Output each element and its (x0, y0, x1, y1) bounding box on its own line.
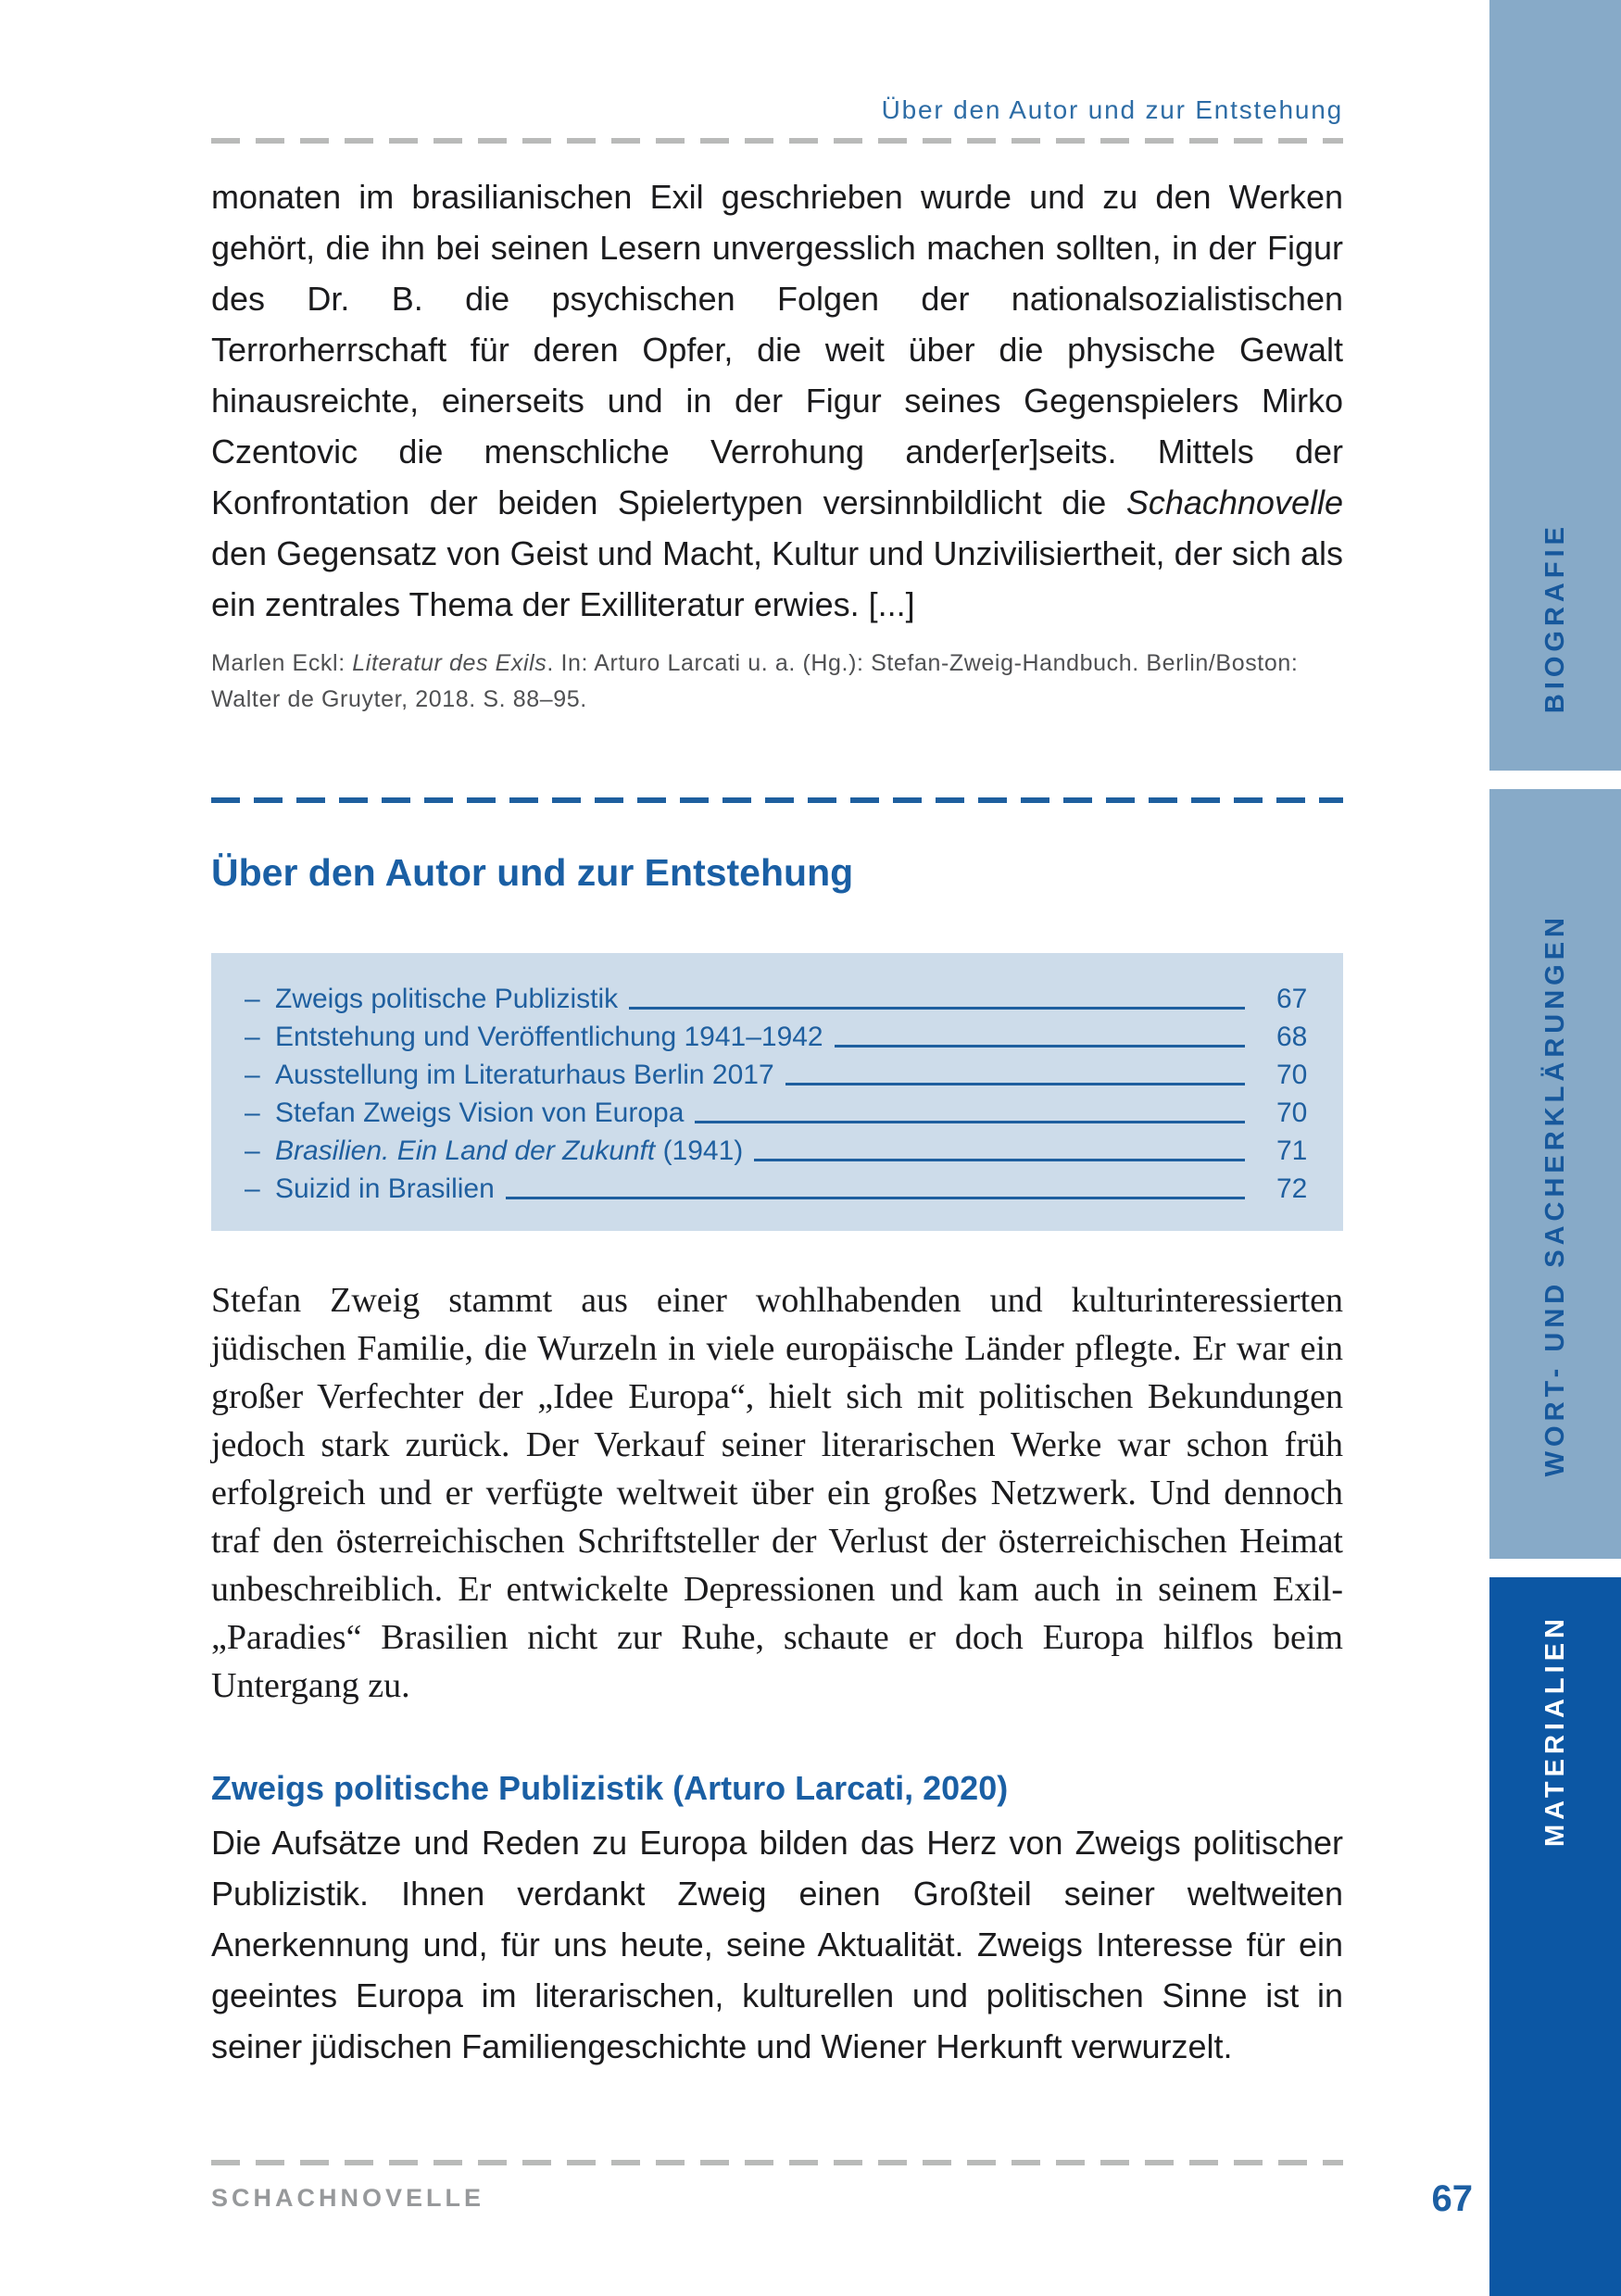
toc-leader-line (629, 1007, 1245, 1010)
toc-leader-line (835, 1045, 1245, 1048)
tab-materialien-label: MATERIALIEN (1539, 1614, 1570, 1848)
toc-page-number: 72 (1276, 1173, 1308, 1204)
tab-wort-und-sacherklaerungen (1489, 789, 1621, 1559)
running-header: Über den Autor und zur Entstehung (881, 95, 1343, 124)
body-paragraph: Stefan Zweig stammt aus einer wohlhabenden und kulturinteressierten jüdischen Familie, die Wurzeln in viele europäische Länder pflegte. Er war ein großer Verfechter der „Idee Europa“, hielt sich mit politischen Bekundungen jedoch stark zurück. Der Verkauf seiner literarischen Werke war schon früh erfolgreich und er verfügte weltweit über ein großes Netzwerk. Und dennoch traf den österreichischen Schriftsteller der Verlust der österreichischen Heimat unbeschreiblich. Er entwickelte Depressionen und kam auch in seinem Exil-„Paradies“ Brasilien nicht zur Ruhe, schaute er doch Europa hilflos beim Untergang zu. (211, 1281, 1343, 1705)
page-number: 67 (1431, 2178, 1473, 2219)
toc-page-number: 71 (1276, 1135, 1308, 1166)
toc-bullet: – (245, 1022, 260, 1052)
tab-biografie-label: BIOGRAFIE (1539, 521, 1570, 713)
footer-row (211, 2178, 1473, 2220)
toc-leader-line (754, 1159, 1245, 1161)
toc-item (211, 1132, 1343, 1170)
toc-bullet: – (245, 1060, 260, 1090)
subsection-title: Zweigs politische Publizistik (Arturo Larcati, 2020) (211, 1769, 1009, 1807)
toc-item (211, 1056, 1343, 1094)
header-divider-dashed (211, 138, 1343, 144)
section-divider-dashed (211, 797, 1343, 803)
toc-bullet: – (245, 1135, 260, 1166)
subsection-paragraph: Die Aufsätze und Reden zu Europa bilden das Herz von Zweigs politischer Publizistik. Ihnen verdankt Zweig einen Großteil seiner weltweiten Anerkennung und, für uns heute, seine Aktualität. Zweigs Interesse für ein geeintes Europa im literarischen, kulturellen und politischen Sinne ist in seiner jüdischen Familiengeschichte und Wiener Herkunft verwurzelt. (211, 1824, 1343, 2065)
toc-label: Suizid in Brasilien (275, 1173, 495, 1204)
tab-wort-und-sacherklaerungen-label: WORT- UND SACHERKLÄRUNGEN (1539, 913, 1570, 1477)
toc-page-number: 70 (1276, 1060, 1308, 1090)
toc-label: Brasilien. Ein Land der Zukunft (1941) (275, 1135, 744, 1166)
toc-item (211, 980, 1343, 1018)
quote-paragraph: monaten im brasilianischen Exil geschrieben wurde und zu den Werken gehört, die ihn bei seinen Lesern unvergesslich machen sollten, in der Figur des Dr. B. die psychischen Folgen der nationalsozialistischen Terrorherrschaft für deren Opfer, die weit über die physische Gewalt hinausreichte, einerseits und in der Figur seines Gegenspielers Mirko Czentovic die menschliche Verrohung ander[er]seits. Mittels der Konfrontation der beiden Spielertypen versinnbildlicht die Schachnovelle den Gegensatz von Geist und Macht, Kultur und Unzivilisiertheit, der sich als ein zentrales Thema der Exilliteratur erwies. [...] (211, 178, 1343, 623)
toc-label: Ausstellung im Literaturhaus Berlin 2017 (275, 1060, 774, 1090)
book-title: SCHACHNOVELLE (211, 2184, 485, 2212)
toc-page-number: 70 (1276, 1098, 1308, 1128)
toc-page-number: 68 (1276, 1022, 1308, 1052)
toc-leader-line (506, 1197, 1245, 1199)
toc-item (211, 1018, 1343, 1056)
tab-biografie (1489, 0, 1621, 771)
page-footer (211, 2160, 1473, 2220)
toc-bullet: – (245, 1173, 260, 1204)
edge-tab-sidebar (1489, 0, 1621, 2296)
toc-bullet: – (245, 1098, 260, 1128)
toc-bullet: – (245, 984, 260, 1014)
toc-item (211, 1094, 1343, 1132)
toc-box (211, 953, 1343, 1231)
toc-item (211, 1170, 1343, 1208)
toc-leader-line (695, 1121, 1245, 1123)
tab-materialien (1489, 1577, 1621, 2296)
toc-label: Zweigs politische Publizistik (275, 984, 619, 1014)
section-title: Über den Autor und zur Entstehung (211, 851, 854, 894)
toc-label: Entstehung und Veröffentlichung 1941–1942 (275, 1022, 823, 1052)
toc-leader-line (785, 1083, 1245, 1085)
toc-page-number: 67 (1276, 984, 1308, 1014)
footer-divider-dashed (211, 2160, 1343, 2165)
content-column (211, 0, 1343, 2072)
source-citation: Marlen Eckl: Literatur des Exils. In: Arturo Larcati u. a. (Hg.): Stefan-Zweig-Handbuch. Berlin/Boston: Walter de Gruyter, 2018. S. 88–95. (211, 650, 1299, 712)
toc-label: Stefan Zweigs Vision von Europa (275, 1098, 685, 1128)
